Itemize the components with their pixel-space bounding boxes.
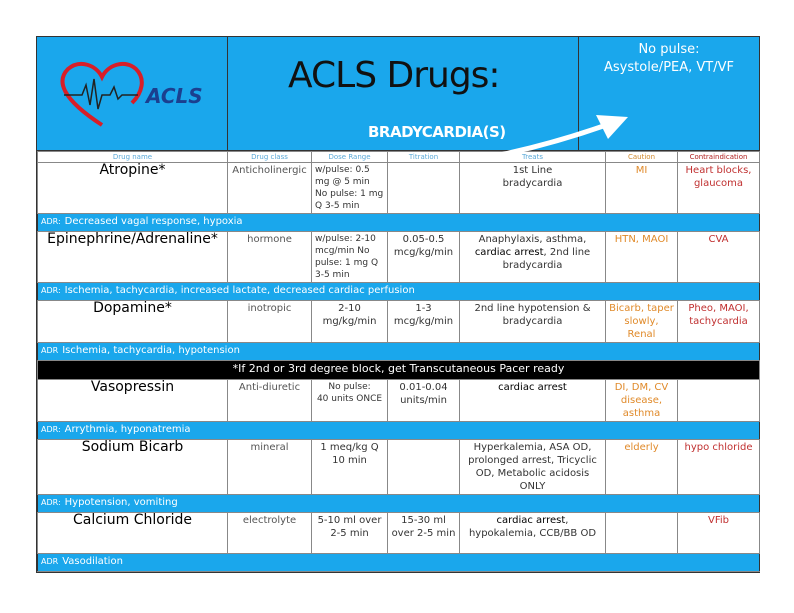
adr-row (38, 283, 760, 301)
adr-label: ADR: (41, 286, 61, 295)
page-title: ACLS Drugs: (288, 55, 500, 96)
col-treats: Treats (460, 152, 606, 163)
treats-part: , 2nd line bradycardia (502, 247, 591, 271)
table-row (38, 232, 760, 283)
no-pulse-label: No pulse: (638, 42, 700, 57)
titration (388, 163, 460, 214)
adr-text: Arrythmia, hyponatremia (64, 424, 191, 435)
drug-class: Anti-diuretic (228, 380, 312, 422)
header (37, 37, 759, 151)
dose-range (312, 380, 388, 422)
adr-row (38, 422, 760, 440)
dose-range: 1 meq/kg Q 10 min (312, 440, 388, 495)
treats (460, 232, 606, 283)
column-header-row (38, 152, 760, 163)
treats-part: Anaphylaxis, asthma, (478, 234, 587, 245)
treats: 2nd line hypotension & bradycardia (460, 301, 606, 343)
dose-range (312, 232, 388, 283)
caution: DI, DM, CV disease, asthma (606, 380, 678, 422)
adr-label: ADR: (41, 498, 61, 507)
adr-label: ADR: (41, 217, 61, 226)
adr-cell (38, 422, 760, 440)
caution: elderly (606, 440, 678, 495)
dose-part: 2-10 mcg/min (315, 234, 376, 256)
adr-row (38, 495, 760, 513)
dose-part: 1 mg Q 3-5 min (315, 189, 384, 211)
adr-text: Decreased vagal response, hypoxia (64, 216, 243, 227)
treats: Hyperkalemia, ASA OD, prolonged arrest, Tricyclic OD, Metabolic acidosis ONLY (460, 440, 606, 495)
drug-name: Calcium Chloride (38, 513, 228, 554)
adr-text: Ischemia, tachycardia, increased lactate, decreased cardiac perfusion (64, 285, 415, 296)
pacer-notice: *If 2nd or 3rd degree block, get Transcutaneous Pacer ready (38, 361, 760, 380)
table-row (38, 513, 760, 554)
col-titration: Titration (388, 152, 460, 163)
table-row (38, 380, 760, 422)
adr-text: Vasodilation (62, 556, 123, 567)
drug-name: Vasopressin (38, 380, 228, 422)
contraindication: CVA (678, 232, 760, 283)
dose-part: No pulse: (328, 382, 371, 392)
col-contraindication: Contraindication (678, 152, 760, 163)
contraindication: hypo chloride (678, 440, 760, 495)
drug-class: inotropic (228, 301, 312, 343)
titration: 0.01-0.04 units/min (388, 380, 460, 422)
adr-text: Ischemia, tachycardia, hypotension (62, 345, 240, 356)
dose-part: No pulse: (315, 189, 358, 199)
col-caution: Caution (606, 152, 678, 163)
drug-class: Anticholinergic (228, 163, 312, 214)
treats-part: cardiac arrest (496, 515, 566, 526)
no-pulse-rhythms: Asystole/PEA, VT/VF (604, 60, 734, 75)
drug-name: Sodium Bicarb (38, 440, 228, 495)
adr-cell (38, 283, 760, 301)
caution: MI (606, 163, 678, 214)
dose-part: 40 units ONCE (316, 394, 383, 404)
drug-class: mineral (228, 440, 312, 495)
table-row (38, 301, 760, 343)
adr-cell (38, 554, 760, 572)
adr-cell (38, 495, 760, 513)
contraindication (678, 380, 760, 422)
table-row (38, 163, 760, 214)
dose-part: 0.5 mg @ 5 min (315, 165, 370, 187)
titration: 1-3 mcg/kg/min (388, 301, 460, 343)
logo (37, 37, 228, 150)
dose-range (312, 163, 388, 214)
treats (460, 163, 606, 214)
dose-part: w/pulse: (315, 234, 353, 244)
adr-cell (38, 214, 760, 232)
treats-part: , hypokalemia, CCB/BB OD (468, 515, 597, 539)
dose-range: 5-10 ml over 2-5 min (312, 513, 388, 554)
drug-name: Epinephrine/Adrenaline* (38, 232, 228, 283)
adr-cell (38, 343, 760, 361)
drug-class: electrolyte (228, 513, 312, 554)
adr-label: ADR (41, 557, 59, 566)
adr-row (38, 554, 760, 572)
treats-part: 1st Line (512, 165, 553, 176)
titration: 15-30 ml over 2-5 min (388, 513, 460, 554)
dose-range: 2-10 mg/kg/min (312, 301, 388, 343)
svg-text:ACLS: ACLS (146, 83, 203, 108)
page-subtitle: BRADYCARDIA(S) (368, 123, 506, 141)
adr-text: Hypotension, vomiting (64, 497, 178, 508)
drug-name: Dopamine* (38, 301, 228, 343)
acls-drug-sheet (36, 36, 760, 573)
title-cell (228, 37, 579, 150)
dose-part: 1 mg Q 3-5 min (315, 258, 379, 280)
contraindication: VFib (678, 513, 760, 554)
dose-part: w/pulse: (315, 165, 353, 175)
dose-part: No pulse: (315, 246, 370, 268)
adr-label: ADR: (41, 425, 61, 434)
adr-row (38, 343, 760, 361)
drug-name: Atropine* (38, 163, 228, 214)
adr-label: ADR (41, 346, 59, 355)
arrow-icon (496, 109, 636, 159)
pacer-notice-row (38, 361, 760, 380)
caution: HTN, MAOI (606, 232, 678, 283)
col-dose-range: Dose Range (312, 152, 388, 163)
table-row (38, 440, 760, 495)
caution: Bicarb, taper slowly, Renal (606, 301, 678, 343)
treats: cardiac arrest (460, 380, 606, 422)
drug-class: hormone (228, 232, 312, 283)
treats (460, 513, 606, 554)
titration: 0.05-0.5 mcg/kg/min (388, 232, 460, 283)
drug-table (37, 151, 760, 572)
caution (606, 513, 678, 554)
treats-part: bradycardia (502, 178, 563, 189)
treats-part: cardiac arrest (474, 247, 544, 258)
contraindication: Pheo, MAOI, tachycardia (678, 301, 760, 343)
contraindication: Heart blocks, glaucoma (678, 163, 760, 214)
col-drug-class: Drug class (228, 152, 312, 163)
col-drug-name: Drug name (38, 152, 228, 163)
adr-row (38, 214, 760, 232)
titration (388, 440, 460, 495)
heart-logo-icon (52, 59, 212, 129)
